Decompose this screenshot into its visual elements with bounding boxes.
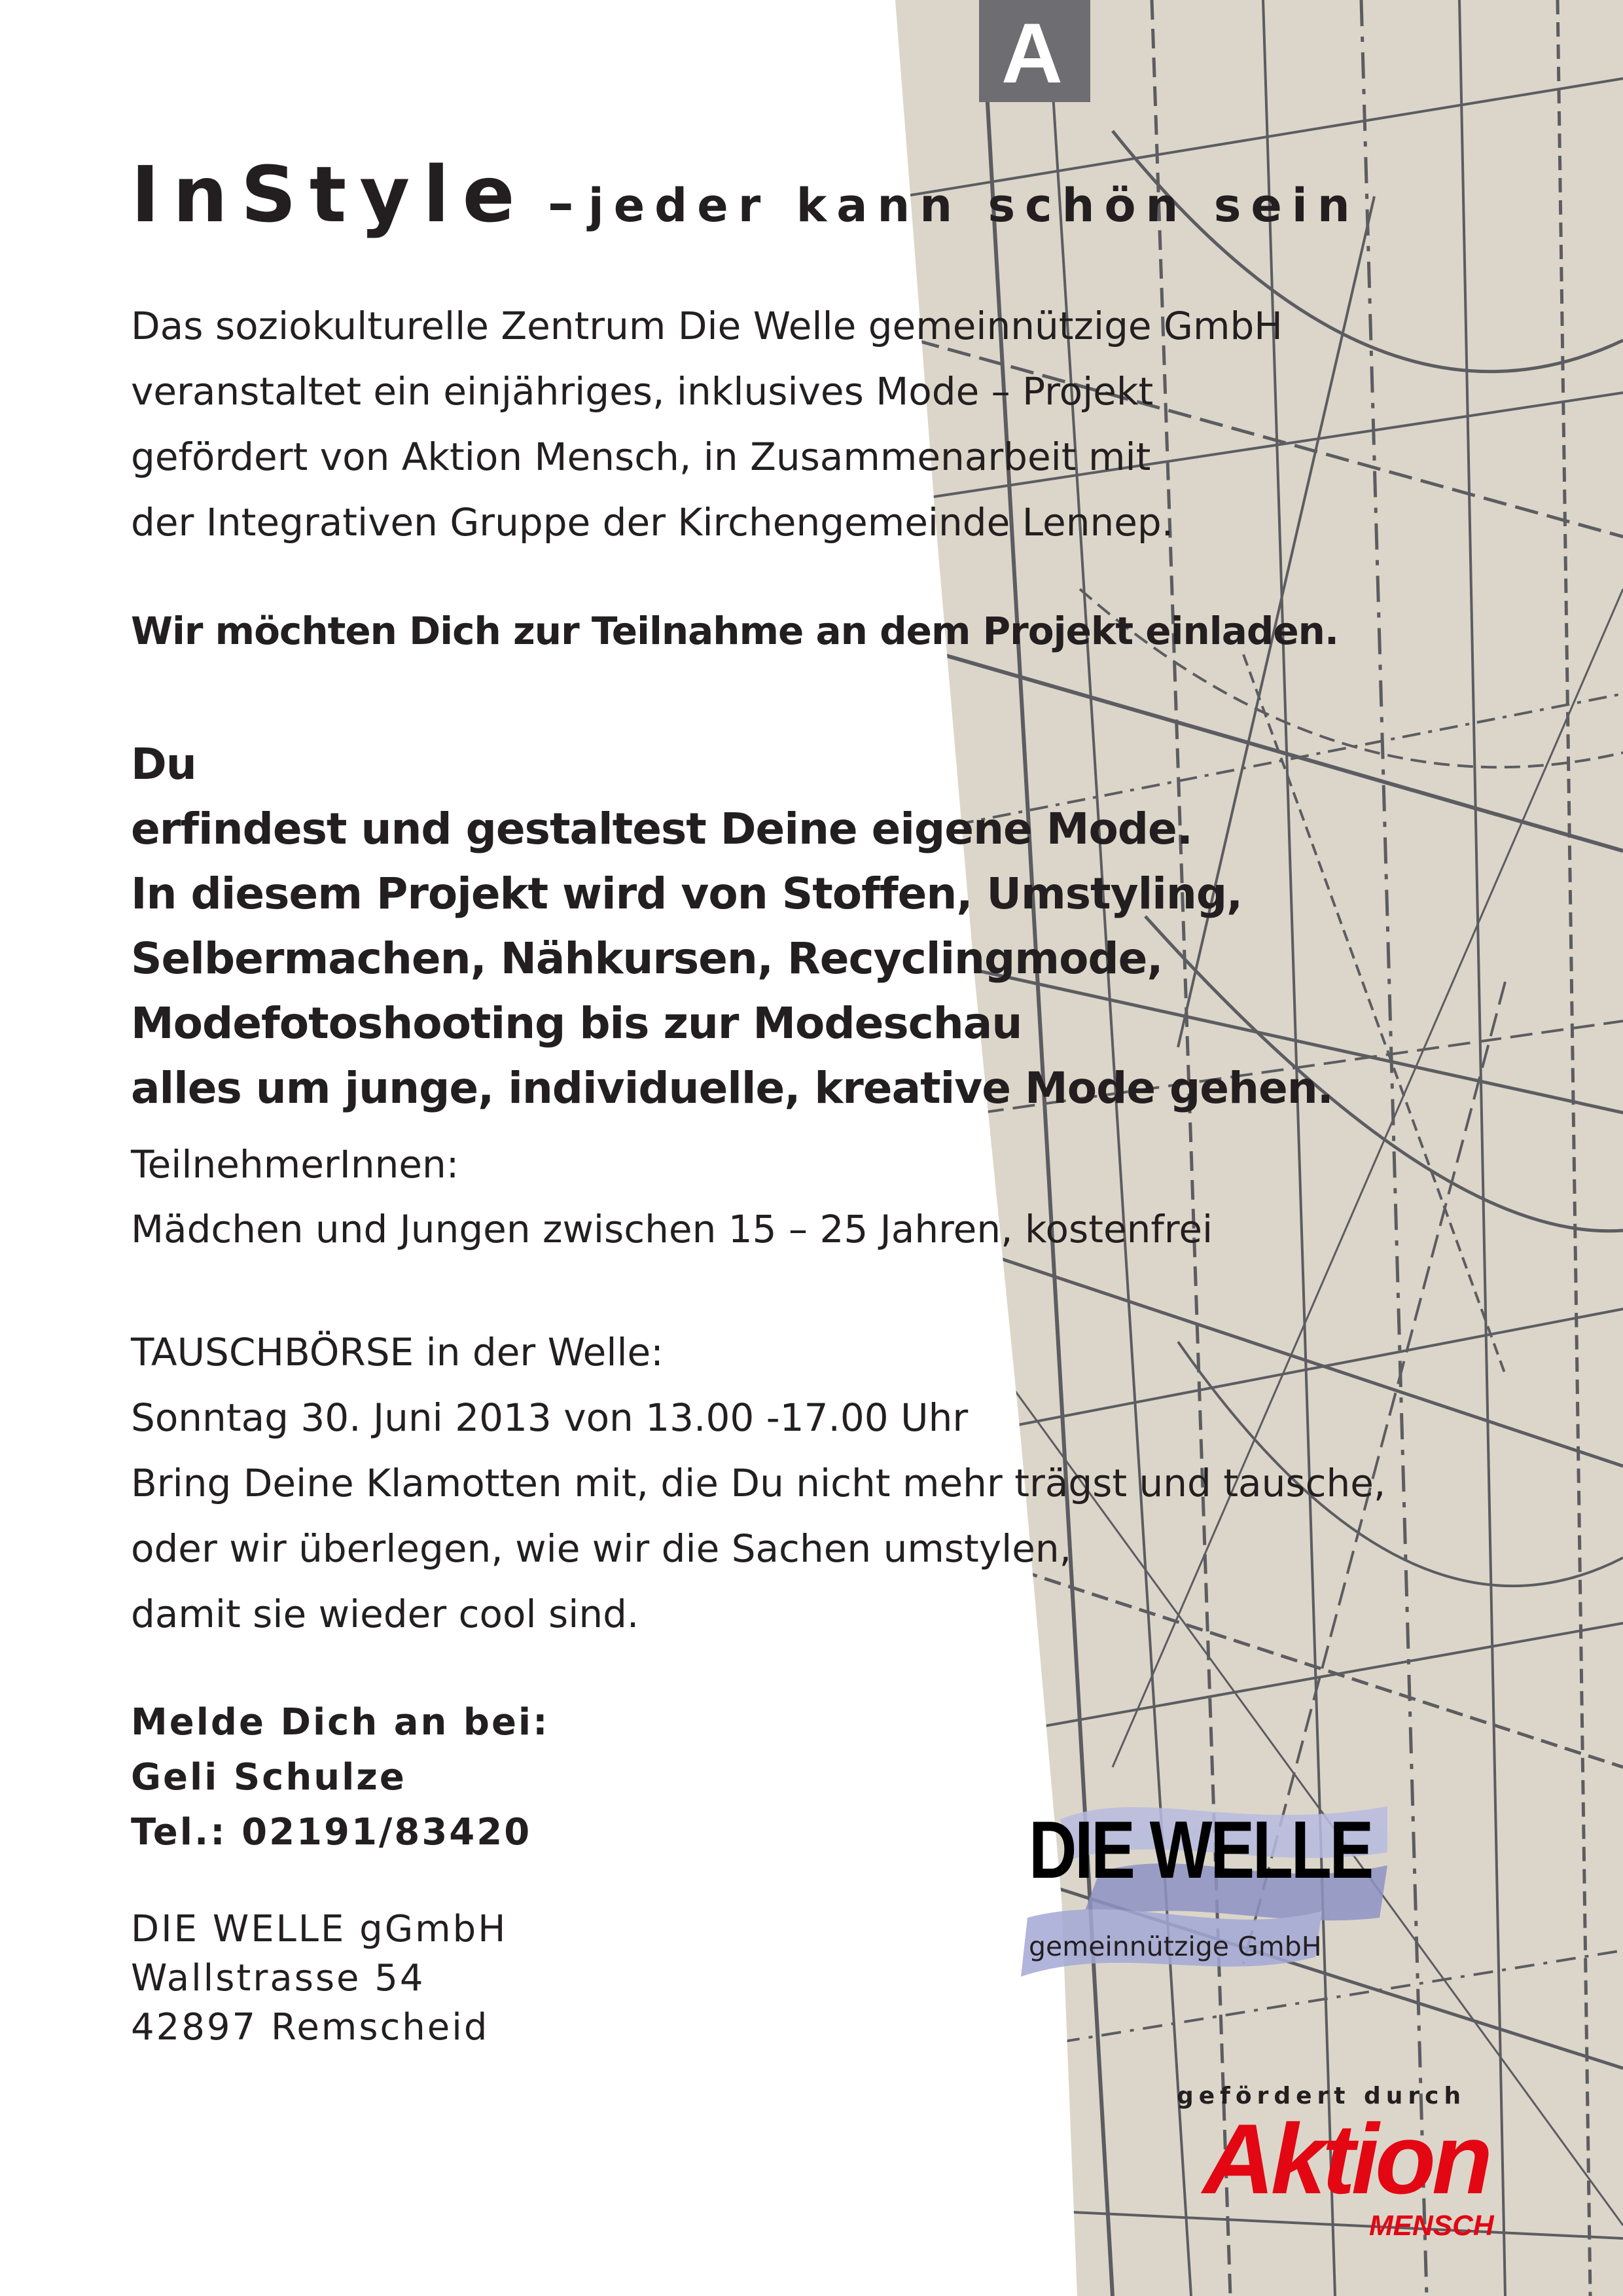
intro-line: veranstaltet ein einjähriges, inklusives Mode – Projekt (131, 369, 1154, 414)
intro-line: der Integrativen Gruppe der Kirchengemeinde Lennep. (131, 500, 1174, 545)
pattern-letter-label: A (1001, 5, 1063, 101)
intro-line: gefördert von Aktion Mensch, in Zusammenarbeit mit (131, 435, 1151, 479)
du-line: erfindest und gestaltest Deine eigene Mode. (131, 804, 1192, 854)
swap-event-info (131, 1319, 1385, 1647)
invitation-text: Wir möchten Dich zur Teilnahme an dem Projekt einladen. (131, 609, 1339, 653)
participants-label: TeilnehmerInnen: (131, 1142, 459, 1187)
du-paragraph (131, 732, 1333, 1121)
welle-logo-name: DIE WELLE (1029, 1805, 1372, 1895)
participants-detail: Mädchen und Jungen zwischen 15 – 25 Jahren, kostenfrei (131, 1207, 1213, 1251)
title-dash: – (547, 173, 574, 234)
contact-line: Melde Dich an bei: (131, 1701, 550, 1744)
intro-paragraph (131, 293, 1283, 555)
participants-info (131, 1132, 1213, 1262)
du-line: alles um junge, individuelle, kreative Mode gehen. (131, 1063, 1333, 1113)
page-title (131, 149, 1360, 240)
du-line: Du (131, 739, 196, 789)
swap-line: TAUSCHBÖRSE in der Welle: (131, 1330, 664, 1374)
title-subtitle: jeder kann schön sein (588, 179, 1360, 232)
swap-line: Bring Deine Klamotten mit, die Du nicht mehr trägst und tausche, (131, 1461, 1386, 1505)
aktion-mensch-logo-sub: MENSCH (1369, 2210, 1494, 2242)
contact-name: Geli Schulze (131, 1756, 406, 1799)
swap-line: Sonntag 30. Juni 2013 von 13.00 -17.00 Uhr (131, 1395, 969, 1440)
du-line: Modefotoshooting bis zur Modeschau (131, 998, 1022, 1049)
address-line: Wallstrasse 54 (131, 1957, 425, 2000)
du-line: In diesem Projekt wird von Stoffen, Umstyling, (131, 869, 1243, 919)
postal-address (131, 1905, 507, 2052)
aktion-mensch-logo: Aktion (1203, 2104, 1489, 2215)
swap-line: oder wir überlegen, wie wir die Sachen umstylen, (131, 1526, 1072, 1571)
address-line: DIE WELLE gGmbH (131, 1908, 508, 1950)
title-main: InStyle (131, 149, 528, 240)
contact-info (131, 1695, 550, 1860)
swap-line: damit sie wieder cool sind. (131, 1592, 639, 1636)
welle-logo-subtitle: gemeinnützige GmbH (1029, 1931, 1322, 1962)
du-line: Selbermachen, Nähkursen, Recyclingmode, (131, 933, 1163, 984)
sponsor-label: gefördert durch (1177, 2083, 1467, 2109)
intro-line: Das soziokulturelle Zentrum Die Welle gemeinnützige GmbH (131, 304, 1283, 348)
contact-phone: Tel.: 02191/83420 (131, 1811, 532, 1854)
address-line: 42897 Remscheid (131, 2006, 490, 2049)
